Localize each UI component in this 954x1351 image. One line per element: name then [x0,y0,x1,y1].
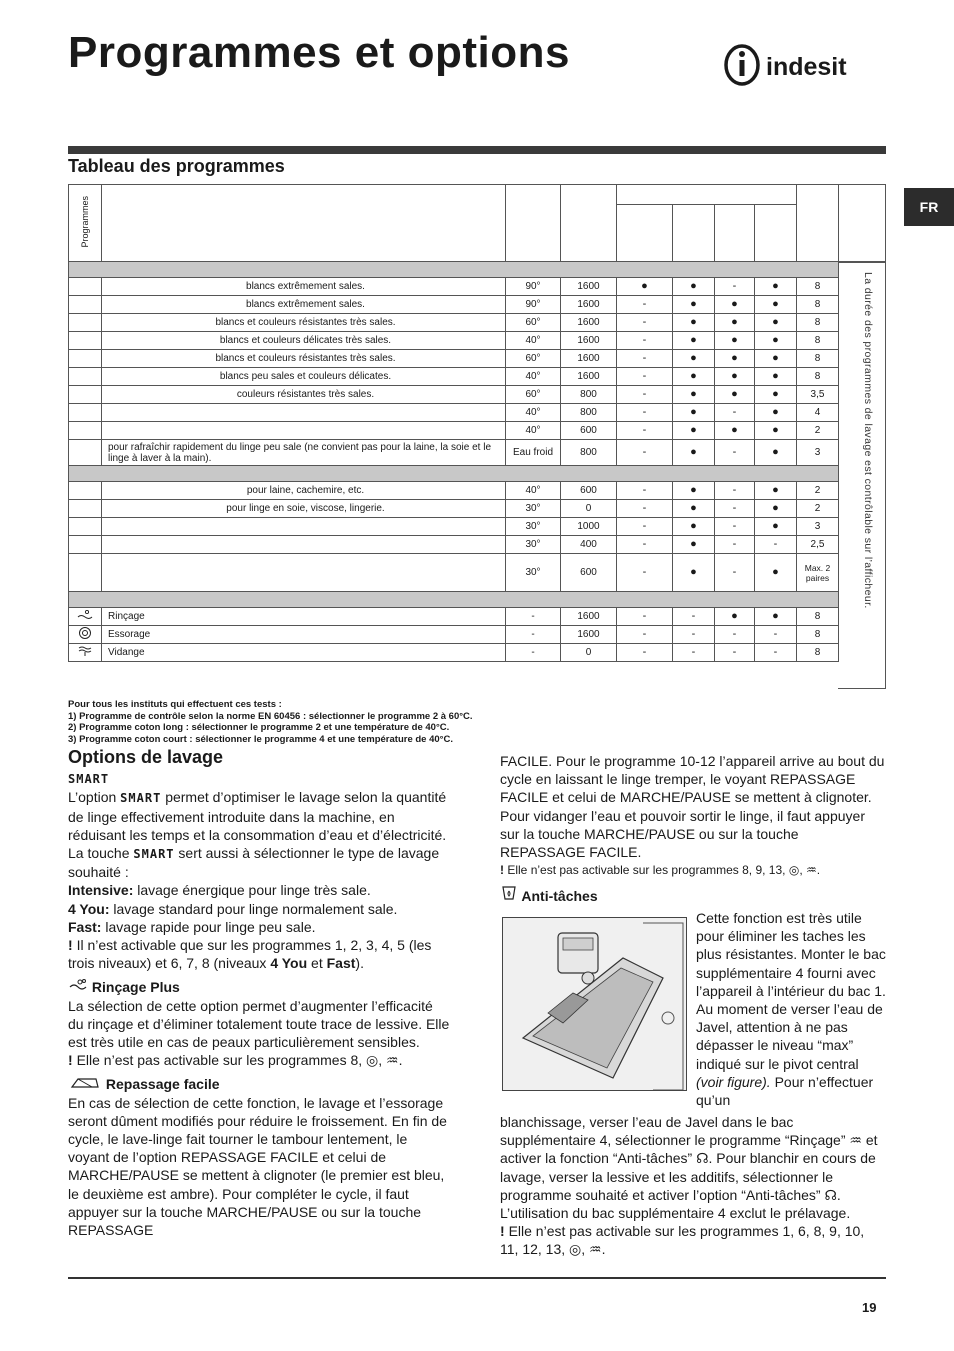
table-row [69,554,839,592]
cell-load: 8 [797,278,839,296]
cell-c1: - [617,422,673,440]
stain-icon [500,888,521,904]
program-number-cell [69,404,102,422]
options-title: Options de lavage [68,747,224,767]
cell-c1: ● [617,278,673,296]
cell-c3: - [715,518,755,536]
cell-speed: 400 [561,536,617,554]
rinse-plus-icon [68,979,92,995]
drain-icon [69,644,102,662]
cell-load: 8 [797,350,839,368]
table-row [69,278,839,296]
cell-c1: - [617,536,673,554]
cell-c1: - [617,350,673,368]
cell-c4: ● [755,368,797,386]
cell-c3: ● [715,296,755,314]
cell-c3: - [715,536,755,554]
table-row [69,482,839,500]
cell-temp: - [506,626,561,644]
cell-load: 8 [797,608,839,626]
cell-load: 2 [797,422,839,440]
indesit-logo [722,42,890,88]
table-row [69,440,839,466]
cell-c1: - [617,608,673,626]
options-left-column: Options de lavage SMART L’option SMART permet d’optimiser le lavage selon la quantité de linge effectivement introduite dans la machine, en réduisant les temps et la consommation d’eau et d’électricité. La touche SMART sert aussi à sélectionner le type de lavage souhaité : Intensive: lavage énergique pour linge très sale. 4 You: lavage standard pour linge normalement sale. Fast: lavage rapide pour linge peu sale. ! Il n’est activable que sur les programmes 1, 2, 3, 4, 5 (les trois niveaux) et 6, 7, 8 (niveaux 4 You et Fast). Rinçage Plus La sélection de cette option permet d’augmenter l’efficacité du rinçage et d’éliminer totalement toute trace de lessive. Elle est très utile en cas de peaux particulièrement sensibles. ! Elle n’est pas activable sur les programmes 8, ◎, ♒. Repassage facile En cas de sélection de cette fonction, le lavage et l’essorage seront dûment modifiés pour réduire le froissement. En fin de cycle, le lave-linge fait tourner le tambour lentement, le voyant de l’option REPASSAGE FACILE et celui de MARCHE/PAUSE se mettent à clignoter (le premier est bleu, le deuxième est ambre). Pour compléter le cycle, il faut appuyer sur la touche MARCHE/PAUSE ou sur la touche REPASSAGE [68,747,450,1239]
cell-c4: ● [755,404,797,422]
cell-temp: 90° [506,296,561,314]
rinse-icon: ♒ [849,1132,862,1149]
drain-icon: ♒ [589,1241,602,1258]
dispenser-drawer-figure [502,917,687,1091]
drain-icon: ♒ [805,863,817,878]
cell-c2: ● [673,296,715,314]
cell-c2: ● [673,368,715,386]
cell-temp: 40° [506,368,561,386]
cell-c1: - [617,296,673,314]
cell-desc [102,404,506,422]
cell-desc: Vidange [102,644,506,662]
side-column-header [838,184,886,262]
cell-c1: - [617,332,673,350]
cell-c3: ● [715,314,755,332]
cell-temp: 40° [506,404,561,422]
cell-c4: ● [755,332,797,350]
cell-c2: ● [673,440,715,466]
cell-c4: ● [755,296,797,314]
table-row [69,350,839,368]
drain-icon: ♒ [386,1052,399,1069]
program-number-cell [69,368,102,386]
cell-speed: 0 [561,500,617,518]
cell-speed: 1600 [561,314,617,332]
cell-load: 8 [797,314,839,332]
stain-icon: ☊ [824,1186,837,1203]
program-number-cell [69,296,102,314]
page-number: 19 [862,1300,877,1315]
cell-c3: ● [715,386,755,404]
cell-speed: 1600 [561,608,617,626]
table-row [69,314,839,332]
header-programmes: Programmes [69,185,102,262]
cell-speed: 600 [561,554,617,592]
cell-c4: ● [755,314,797,332]
table-row [69,422,839,440]
cell-load: 8 [797,626,839,644]
cell-temp: 30° [506,518,561,536]
cell-c4: ● [755,386,797,404]
cell-desc: blancs peu sales et couleurs délicates. [102,368,506,386]
cell-temp: 30° [506,500,561,518]
cell-speed: 1600 [561,296,617,314]
program-number-cell [69,482,102,500]
cell-speed: 1600 [561,368,617,386]
cell-c1: - [617,518,673,536]
cell-c4: - [755,536,797,554]
spin-icon: ◎ [569,1241,582,1258]
program-number-cell [69,278,102,296]
cell-load: 3,5 [797,386,839,404]
cell-c4: ● [755,500,797,518]
program-number-cell [69,518,102,536]
page-title: Programmes et options [68,28,570,77]
cell-temp: Eau froid [506,440,561,466]
note-line: Pour tous les instituts qui effectuent ces tests : [68,699,282,710]
cell-desc: pour rafraîchir rapidement du linge peu sale (ne convient pas pour la laine, la soie et le linge à laver à la main). [102,440,506,466]
cell-speed: 600 [561,482,617,500]
note-line: 2) Programme coton long : sélectionner le programme 2 et une température de 40°C. [68,722,450,733]
cell-c2: ● [673,536,715,554]
program-number-cell [69,500,102,518]
cell-speed: 800 [561,386,617,404]
cell-load: 2 [797,500,839,518]
program-number-cell [69,314,102,332]
cell-desc: blancs extrêmement sales. [102,278,506,296]
cell-c4: ● [755,278,797,296]
cell-c3: - [715,500,755,518]
cell-load: 3 [797,518,839,536]
cell-c4: ● [755,608,797,626]
cell-speed: 600 [561,422,617,440]
duration-note: La durée des programmes de lavage est contrôlable sur l’afficheur. [862,272,874,609]
program-number-cell [69,554,102,592]
cell-c3: - [715,644,755,662]
cell-temp: 60° [506,314,561,332]
cell-temp: 90° [506,278,561,296]
cell-desc [102,422,506,440]
iron-icon [68,1076,106,1092]
cell-c4: ● [755,422,797,440]
spin-icon [69,626,102,644]
test-notes [68,699,473,745]
cell-desc: blancs et couleurs résistantes très sales. [102,314,506,332]
cell-temp: 40° [506,482,561,500]
table-row [69,386,839,404]
table-row [69,608,839,626]
cell-speed: 1600 [561,350,617,368]
cell-desc: blancs extrêmement sales. [102,296,506,314]
cell-c2: - [673,608,715,626]
cell-c2: ● [673,278,715,296]
cell-load: 8 [797,296,839,314]
cell-desc: couleurs résistantes très sales. [102,386,506,404]
table-group-row [69,592,839,608]
cell-c2: ● [673,386,715,404]
cell-speed: 800 [561,404,617,422]
cell-c2: ● [673,554,715,592]
cell-c3: ● [715,368,755,386]
cell-c4: ● [755,350,797,368]
table-row [69,332,839,350]
cell-c4: ● [755,518,797,536]
cell-c3: - [715,626,755,644]
cell-desc: Rinçage [102,608,506,626]
table-row [69,368,839,386]
cell-c3: ● [715,422,755,440]
rinse-icon [69,608,102,626]
options-right-column: FACILE. Pour le programme 10-12 l’appareil arrive au bout du cycle en laissant le linge tremper, le voyant REPASSAGE FACILE et celui de MARCHE/PAUSE se mettent à clignoter. Pour vidanger l’eau et pouvoir sortir le linge, il faut appuyer sur la touche MARCHE/PAUSE ou sur la touche REPASSAGE FACILE. ! Elle n’est pas activable sur les programmes 8, 9, 13, ◎, ♒. Anti-tâches [500,753,885,905]
cell-load: 4 [797,404,839,422]
cell-c2: ● [673,404,715,422]
cell-c3: - [715,554,755,592]
table-row [69,644,839,662]
cell-c2: ● [673,422,715,440]
top-rule [68,146,886,154]
cell-speed: 0 [561,644,617,662]
anti-stain-title: Anti-tâches [500,885,886,905]
table-group-row [69,466,839,482]
table-row [69,404,839,422]
cell-desc: blancs et couleurs résistantes très sales. [102,350,506,368]
cell-speed: 800 [561,440,617,466]
section-title: Tableau des programmes [68,156,285,176]
cell-c4: - [755,644,797,662]
cell-c1: - [617,500,673,518]
cell-desc: Essorage [102,626,506,644]
cell-load: 8 [797,332,839,350]
easy-iron-title: Repassage facile [68,1075,450,1093]
cell-c4: ● [755,554,797,592]
anti-stain-text: Cette fonction est très utile pour éliminer les taches les plus résistantes. Monter le bac supplémentaire 4 fourni avec l’appareil à l’intérieur du bac 1. Au moment de verser l’eau de Javel, attention à ne pas dépasser le niveau “max” indiqué sur le pivot central (voir figure). Pour n’effectuer qu’un [696,910,886,1109]
language-tab: FR [904,188,954,226]
cell-load: Max. 2 paires [797,554,839,592]
cell-c2: ● [673,350,715,368]
cell-temp: 30° [506,536,561,554]
cell-speed: 1600 [561,626,617,644]
cell-c4: ● [755,482,797,500]
cell-load: 2 [797,482,839,500]
cell-load: 3 [797,440,839,466]
cell-load: 8 [797,368,839,386]
smart-logo: SMART [68,772,110,787]
table-row [69,296,839,314]
cell-c1: - [617,644,673,662]
cell-speed: 1000 [561,518,617,536]
cell-c3: - [715,482,755,500]
cell-c3: - [715,440,755,466]
table-row [69,536,839,554]
program-table [68,184,839,662]
cell-temp: 60° [506,386,561,404]
spin-icon: ◎ [788,863,800,878]
program-number-cell [69,386,102,404]
cell-desc [102,536,506,554]
cell-c3: ● [715,350,755,368]
cell-speed: 1600 [561,332,617,350]
cell-c2: ● [673,482,715,500]
cell-c2: ● [673,518,715,536]
cell-speed: 1600 [561,278,617,296]
cell-c1: - [617,440,673,466]
cell-c3: ● [715,332,755,350]
bottom-rule [68,1277,886,1279]
cell-c3: - [715,404,755,422]
program-number-cell [69,422,102,440]
cell-temp: 60° [506,350,561,368]
cell-c1: - [617,404,673,422]
note-line: 3) Programme coton court : sélectionner le programme 4 et une température de 40°C. [68,733,453,745]
cell-c2: - [673,644,715,662]
cell-temp: - [506,608,561,626]
table-row [69,518,839,536]
cell-desc [102,518,506,536]
table-row [69,500,839,518]
spin-icon: ◎ [366,1052,379,1069]
anti-stain-text-continued: blanchissage, verser l’eau de Javel dans le bac supplémentaire 4, sélectionner le programme “Rinçage” ♒ et activer la fonction “Anti-tâches” ☊. Pour blanchir en cours de lavage, verser la lessive et les additifs, sélectionner le programme souhaité et activer l’option “Anti-tâches” ☊. L’utilisation du bac supplémentaire 4 exclut le prélavage. ! Elle n’est pas activable sur les programmes 1, 6, 8, 9, 10, 11, 12, 13, ◎, ♒. [500,1114,878,1258]
brand-name: indesit [766,53,847,81]
cell-load: 8 [797,644,839,662]
cell-c4: - [755,626,797,644]
note-line: 1) Programme de contrôle selon la norme EN 60456 : sélectionner le programme 2 à 60°C. [68,710,473,722]
cell-c2: ● [673,332,715,350]
cell-c1: - [617,554,673,592]
table-group-row [69,262,839,278]
cell-c1: - [617,482,673,500]
cell-desc [102,554,506,592]
cell-c1: - [617,386,673,404]
program-number-cell [69,440,102,466]
cell-temp: 40° [506,422,561,440]
rinse-plus-title: Rinçage Plus [68,978,450,996]
stain-icon: ☊ [696,1150,709,1167]
table-row [69,626,839,644]
cell-load: 2,5 [797,536,839,554]
cell-desc: pour laine, cachemire, etc. [102,482,506,500]
program-number-cell [69,350,102,368]
cell-c1: - [617,626,673,644]
cell-c4: ● [755,440,797,466]
program-number-cell [69,332,102,350]
cell-c3: ● [715,608,755,626]
cell-temp: 30° [506,554,561,592]
cell-c2: ● [673,500,715,518]
cell-temp: - [506,644,561,662]
cell-desc: blancs et couleurs délicates très sales. [102,332,506,350]
cell-c1: - [617,368,673,386]
program-number-cell [69,536,102,554]
cell-c3: - [715,278,755,296]
cell-desc: pour linge en soie, viscose, lingerie. [102,500,506,518]
cell-c2: ● [673,314,715,332]
cell-c1: - [617,314,673,332]
cell-c2: - [673,626,715,644]
cell-temp: 40° [506,332,561,350]
